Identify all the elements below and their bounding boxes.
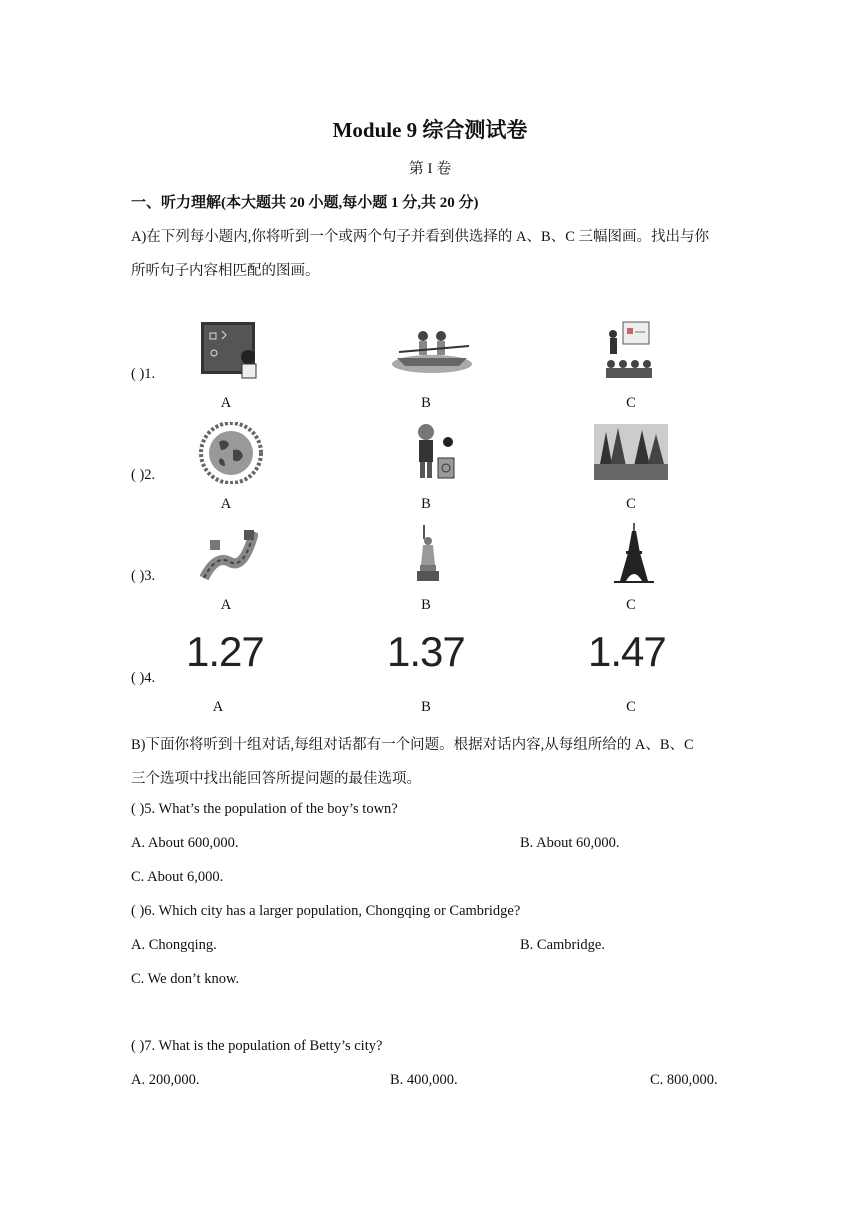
number-option-b: 1.37 xyxy=(387,628,465,675)
option-label: B xyxy=(421,699,431,715)
question-6-stem: ( )6. Which city has a larger population, Chongqing or Cambridge? xyxy=(131,903,521,919)
question-7-option-b: B. 400,000. xyxy=(390,1072,458,1088)
part-a-instruction-1: A)在下列每小题内,你将听到一个或两个句子并看到供选择的 A、B、C 三幅图画。找出与你 xyxy=(131,229,709,245)
question-6-option-c: C. We don’t know. xyxy=(131,971,240,987)
part-b-instruction-1: B)下面你将听到十组对话,每组对话都有一个问题。根据对话内容,从每组所给的 A、B、C xyxy=(131,737,694,753)
part-b-instruction-2: 三个选项中找出能回答所提问题的最佳选项。 xyxy=(131,771,421,787)
option-label: A xyxy=(212,699,224,715)
question-7-stem: ( )7. What is the population of Betty’s city? xyxy=(131,1038,383,1054)
girl-recycling-picture xyxy=(408,422,458,482)
question-1-number: ( )1. xyxy=(131,366,156,382)
eiffel-tower-picture xyxy=(612,523,656,583)
option-label: A xyxy=(220,395,232,411)
question-6-option-b: B. Cambridge. xyxy=(520,937,605,953)
question-5-option-b: B. About 60,000. xyxy=(520,835,620,851)
forest-picture xyxy=(594,424,668,480)
question-5-option-c: C. About 6,000. xyxy=(131,869,224,885)
question-4-number: ( )4. xyxy=(131,670,156,686)
option-label: B xyxy=(421,597,431,613)
statue-of-liberty-picture xyxy=(414,523,442,583)
option-label: A xyxy=(220,597,232,613)
option-label: B xyxy=(421,395,431,411)
option-label: C xyxy=(626,597,636,613)
globe-people-picture xyxy=(199,422,263,484)
option-label: C xyxy=(626,699,636,715)
section-heading: 一、听力理解(本大题共 20 小题,每小题 1 分,共 20 分) xyxy=(131,195,479,211)
page-title: Module 9 综合测试卷 xyxy=(332,118,528,142)
option-label: C xyxy=(626,496,636,512)
part-a-instruction-2: 所听句子内容相匹配的图画。 xyxy=(131,263,320,279)
great-wall-picture xyxy=(200,524,258,584)
option-label: A xyxy=(220,496,232,512)
question-5-stem: ( )5. What’s the population of the boy’s town? xyxy=(131,801,398,817)
question-6-option-a: A. Chongqing. xyxy=(131,937,217,953)
number-option-c: 1.47 xyxy=(588,628,666,675)
question-7-option-c: C. 800,000. xyxy=(650,1072,718,1088)
number-option-a: 1.27 xyxy=(186,628,264,675)
volume-label: 第 I 卷 xyxy=(408,161,452,177)
question-3-number: ( )3. xyxy=(131,568,156,584)
question-7-option-a: A. 200,000. xyxy=(131,1072,200,1088)
question-2-number: ( )2. xyxy=(131,467,156,483)
option-label: B xyxy=(421,496,431,512)
rowing-boat-picture xyxy=(389,324,475,376)
blackboard-teacher-picture xyxy=(200,321,260,379)
presentation-audience-picture xyxy=(603,320,655,380)
option-label: C xyxy=(626,395,636,411)
question-5-option-a: A. About 600,000. xyxy=(131,835,239,851)
